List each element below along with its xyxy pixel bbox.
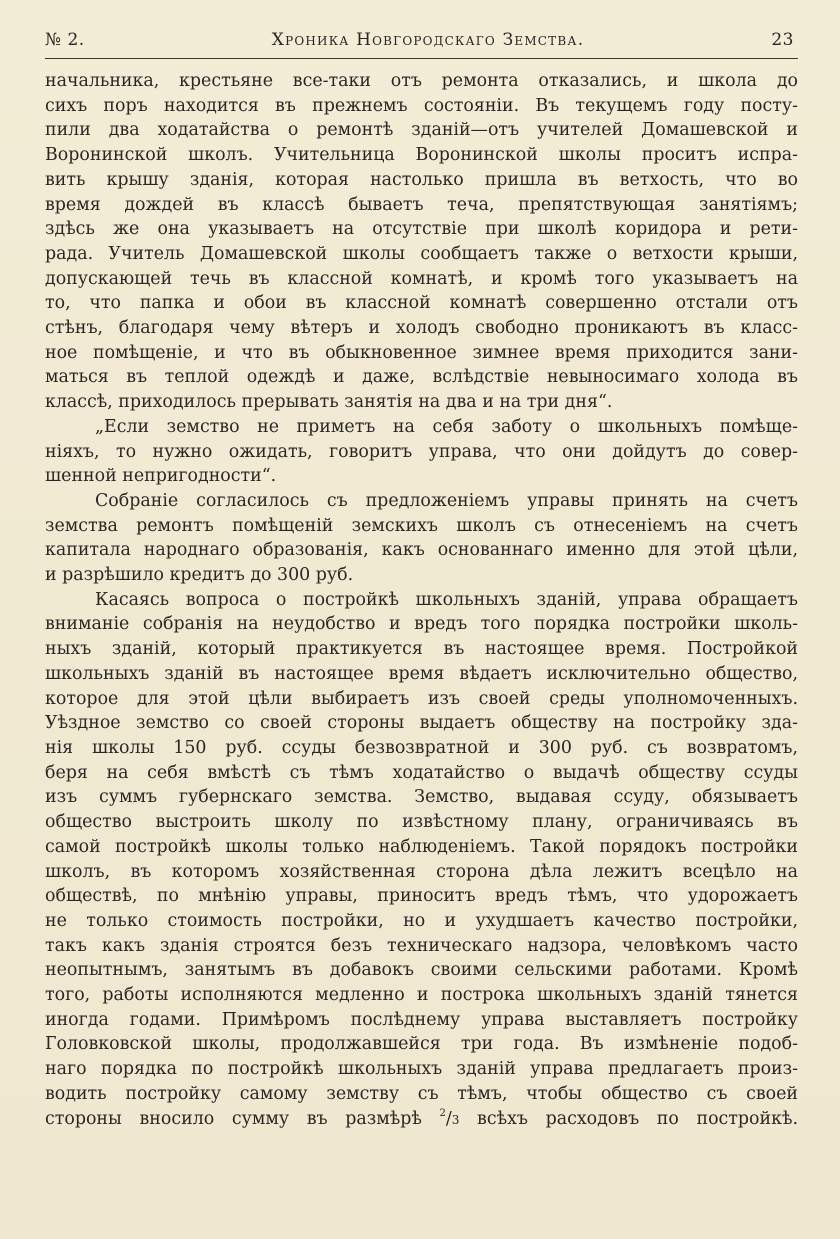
text-line: ніяхъ, то нужно ожидать, говоритъ управа, что они дойдутъ до совер- [45,441,798,462]
text-line: Собраніе согласилось съ предложеніемъ управы принять на счетъ [95,490,798,511]
text-line: Касаясь вопроса о постройкѣ школьныхъ зданій, управа обращаетъ [95,589,798,610]
page-number: 23 [771,30,794,50]
text-line: нія школы 150 руб. ссуды безвозвратной и 300 руб. съ возвратомъ, [45,737,798,758]
text-line: общество выстроить школу по извѣстному плану, ограничиваясь въ [45,812,798,833]
text-line: такъ какъ зданія строятся безъ техническаго надзора, человѣкомъ часто [45,935,798,956]
text-line: допускающей течь въ классной комнатѣ, и кромѣ того указываетъ на [45,268,798,289]
text-line: то, что папка и обои въ классной комнатѣ совершенно отстали отъ [45,293,798,314]
text-fragment: всѣхъ расходовъ по постройкѣ. [459,1108,798,1129]
text-line: обществѣ, по мнѣнію управы, приноситъ вредъ тѣмъ, что удорожаетъ [45,886,798,907]
text-line: начальника, крестьяне все-таки отъ ремонта отказались, и школа до [45,71,798,91]
text-line: самой постройкѣ школы только наблюденіемъ. Такой порядокъ постройки [45,836,798,857]
text-line: время дождей въ классѣ бываетъ теча, препятствующая занятіямъ; [45,194,798,215]
text-line: и разрѣшило кредитъ до 300 руб. [45,565,354,586]
issue-number: № 2. [45,30,85,50]
text-line: иногда годами. Примѣромъ послѣднему управа выставляетъ постройку [45,1009,798,1030]
text-line: классѣ, приходилось прерывать занятія на два и на три дня“. [45,392,613,413]
text-line: школьныхъ зданій въ настоящее время вѣдаетъ исключительно общество, [45,663,798,684]
text-line: маться въ теплой одеждѣ и даже, вслѣдствіе невыносимаго холода въ [45,367,798,388]
text-line: которое для этой цѣли выбираетъ изъ своей среды уполномоченныхъ. [45,688,798,709]
paragraph [45,588,798,1132]
text-line: беря на себя вмѣстѣ съ тѣмъ ходатайство о выдачѣ обществу ссуды [45,762,798,783]
text-line: вить крышу зданія, которая настолько пришла въ ветхость, что во [45,169,798,190]
text-line: рада. Учитель Домашевской школы сообщаетъ также о ветхости крыши, [45,243,798,264]
text-line-final [45,1107,798,1133]
text-line: Головковской школы, продолжавшейся три года. Въ измѣненіе подоб- [45,1034,798,1055]
fraction-denominator: 3 [451,1112,460,1127]
text-line: шенной непригодности“. [45,466,277,487]
text-line: пили два ходатайства о ремонтѣ зданій—отъ учителей Домашевской и [45,120,798,141]
body-text [45,69,798,1132]
text-line: земства ремонтъ помѣщеній земскихъ школъ съ отнесеніемъ на счетъ [45,515,798,536]
text-line: изъ суммъ губернскаго земства. Земство, выдавая ссуду, обязываетъ [45,787,798,808]
text-line: ныхъ зданій, который практикуется въ настоящее время. Постройкой [45,639,798,660]
text-line: неопытнымъ, занятымъ въ добавокъ своими сельскими работами. Кромѣ [45,960,798,981]
paragraph [45,69,798,415]
text-line: сихъ поръ находится въ прежнемъ состояніи. Въ текущемъ году посту- [45,95,798,116]
text-line: водить постройку самому земству съ тѣмъ, чтобы общество съ своей [45,1083,798,1104]
text-line: „Если земство не приметъ на себя заботу о школьныхъ помѣще- [95,416,798,437]
text-line: капитала народнаго образованія, какъ основаннаго именно для этой цѣли, [45,540,798,561]
text-line: школъ, въ которомъ хозяйственная сторона дѣла лежитъ всецѣло на [45,861,798,882]
text-line: Воронинской школъ. Учительница Воронинской школы проситъ испра- [45,145,798,166]
text-line: ное помѣщеніе, и что въ обыкновенное зимнее время приходится зани- [45,342,798,363]
fraction-slash: / [445,1108,452,1129]
text-line: того, работы исполняются медленно и построка школьныхъ зданій тянется [45,985,798,1006]
paragraph [45,489,798,588]
journal-title: Хроника Новгородскаго Земства. [271,30,585,50]
text-line: не только стоимость постройки, но и ухудшаетъ качество постройки, [45,910,798,931]
text-fragment: стороны вносило сумму въ размѣрѣ [45,1108,440,1129]
text-line: Уѣздное земство со своей стороны выдаетъ обществу на постройку зда- [45,713,798,734]
text-line: стѣнъ, благодаря чему вѣтеръ и холодъ свободно проникаютъ въ класс- [45,318,798,339]
text-line: вниманіе собранія на неудобство и вредъ того порядка постройки школь- [45,614,798,635]
running-header [45,30,798,59]
fraction-numerator: 2 [439,1107,446,1119]
text-line: здѣсь же она указываетъ на отсутствіе при школѣ коридора и рети- [45,219,798,240]
text-line: наго порядка по постройкѣ школьныхъ зданій управа предлагаетъ произ- [45,1059,798,1080]
paragraph [45,415,798,489]
